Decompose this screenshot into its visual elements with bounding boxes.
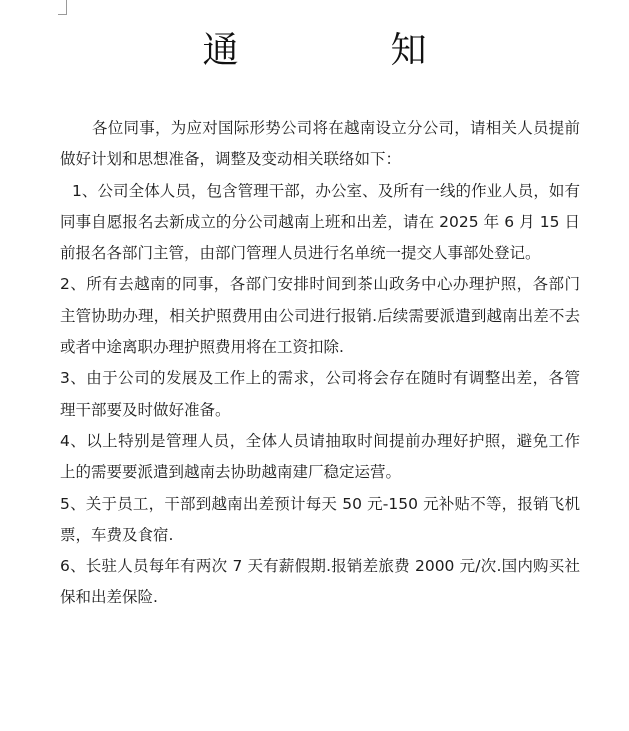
notice-item-1: 1、公司全体人员，包含管理干部，办公室、及所有一线的作业人员，如有同事自愿报名去新成立的分公司越南上班和出差，请在 2025 年 6 月 15 日前报名各部门主管，由部门管理人员进行名单统一提交人事部处登记。 [60,181,580,263]
notice-title: 通 知 [202,30,485,71]
notice-item-5: 5、关于员工，干部到越南出差预计每天 50 元-150 元补贴不等，报销飞机票，车费及食宿. [60,494,580,544]
notice-item-2: 2、所有去越南的同事，各部门安排时间到茶山政务中心办理护照，各部门主管协助办理，相关护照费用由公司进行报销.后续需要派遣到越南出差不去或者中途离职办理护照费用将在工资扣除. [60,275,580,357]
notice-intro: 各位同事，为应对国际形势公司将在越南设立分公司，请相关人员提前做好计划和思想准备，调整及变动相关联络如下： [60,119,580,169]
notice-body [60,113,580,614]
notice-item-4: 4、以上特别是管理人员，全体人员请抽取时间提前办理好护照，避免工作上的需要要派遣到越南去协助越南建厂稳定运营。 [60,431,580,482]
notice-item-3: 3、由于公司的发展及工作上的需求，公司将会存在随时有调整出差，各管理干部要及时做好准备。 [60,369,580,419]
page-corner-mark [58,0,67,15]
notice-item-6: 6、长驻人员每年有两次 7 天有薪假期.报销差旅费 2000 元/次.国内购买社保和出差保险. [60,557,580,607]
